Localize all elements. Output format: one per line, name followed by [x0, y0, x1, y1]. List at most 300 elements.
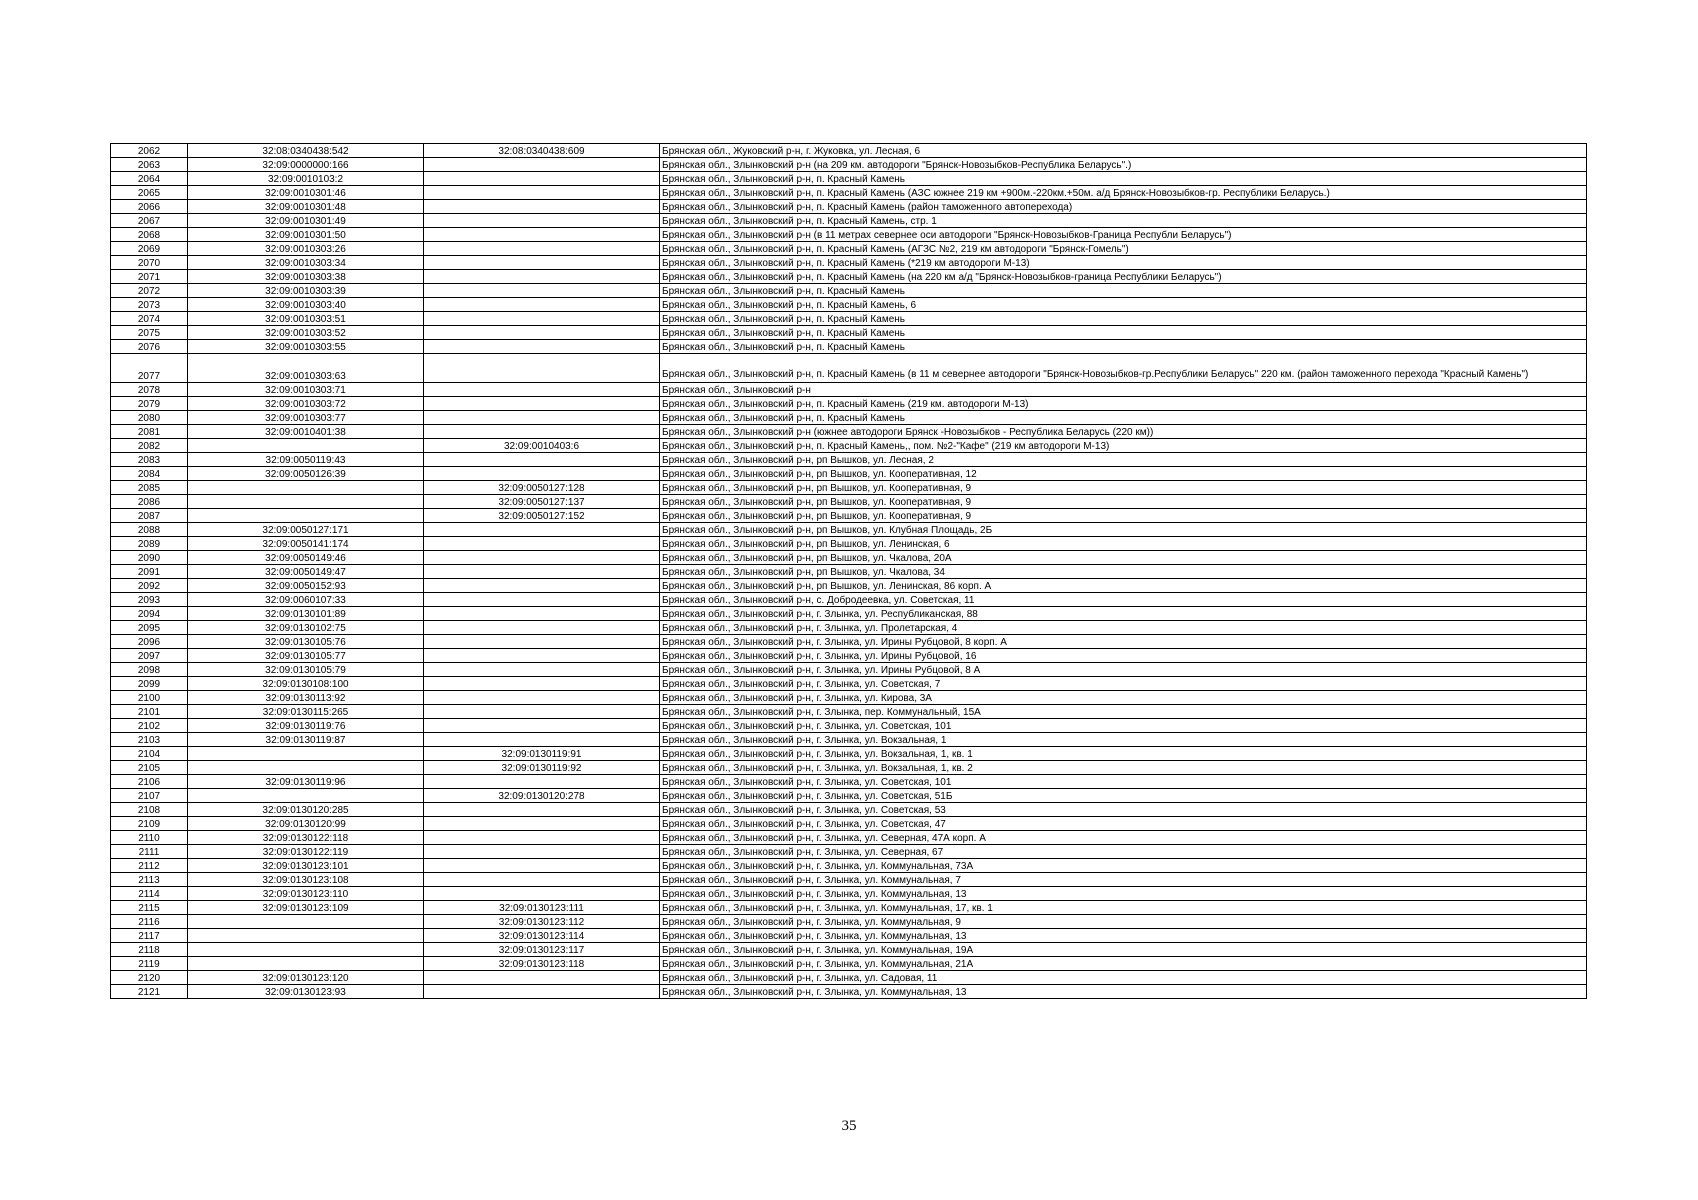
related-cadastral-number-cell — [424, 607, 660, 621]
cadastral-number-cell: 32:09:0050119:43 — [188, 453, 424, 467]
table-row — [111, 971, 1587, 985]
address-cell: Брянская обл., Злынковский р-н, г. Злынка, ул. Советская, 101 — [660, 775, 1587, 789]
address-cell: Брянская обл., Злынковский р-н, рп Вышков, ул. Ленинская, 86 корп. А — [660, 579, 1587, 593]
table-row — [111, 789, 1587, 803]
table-row — [111, 691, 1587, 705]
related-cadastral-number-cell — [424, 284, 660, 298]
row-number-cell: 2102 — [111, 719, 188, 733]
row-number-cell: 2086 — [111, 495, 188, 509]
table-row — [111, 439, 1587, 453]
table-row — [111, 298, 1587, 312]
row-number-cell: 2063 — [111, 158, 188, 172]
registry-table-body — [111, 144, 1587, 999]
related-cadastral-number-cell — [424, 859, 660, 873]
row-number-cell: 2096 — [111, 635, 188, 649]
related-cadastral-number-cell — [424, 537, 660, 551]
related-cadastral-number-cell — [424, 186, 660, 200]
related-cadastral-number-cell — [424, 775, 660, 789]
cadastral-number-cell — [188, 439, 424, 453]
cadastral-number-cell: 32:09:0010303:77 — [188, 411, 424, 425]
related-cadastral-number-cell: 32:09:0130123:117 — [424, 943, 660, 957]
cadastral-number-cell: 32:09:0130123:101 — [188, 859, 424, 873]
related-cadastral-number-cell: 32:08:0340438:609 — [424, 144, 660, 158]
related-cadastral-number-cell: 32:09:0130123:118 — [424, 957, 660, 971]
related-cadastral-number-cell — [424, 214, 660, 228]
address-cell: Брянская обл., Злынковский р-н, рп Вышков, ул. Чкалова, 34 — [660, 565, 1587, 579]
related-cadastral-number-cell — [424, 971, 660, 985]
address-cell: Брянская обл., Злынковский р-н, г. Злынка, ул. Республиканская, 88 — [660, 607, 1587, 621]
related-cadastral-number-cell — [424, 803, 660, 817]
row-number-cell: 2120 — [111, 971, 188, 985]
address-cell: Брянская обл., Злынковский р-н, г. Злынка, ул. Коммунальная, 13 — [660, 985, 1587, 999]
related-cadastral-number-cell — [424, 621, 660, 635]
cadastral-number-cell — [188, 915, 424, 929]
address-cell: Брянская обл., Злынковский р-н, г. Злынка, ул. Кирова, 3А — [660, 691, 1587, 705]
address-cell: Брянская обл., Злынковский р-н, г. Злынка, ул. Вокзальная, 1, кв. 1 — [660, 747, 1587, 761]
table-row — [111, 214, 1587, 228]
address-cell: Брянская обл., Злынковский р-н, г. Злынка, ул. Коммунальная, 19А — [660, 943, 1587, 957]
related-cadastral-number-cell — [424, 887, 660, 901]
table-row — [111, 663, 1587, 677]
cadastral-number-cell: 32:09:0010303:52 — [188, 326, 424, 340]
address-cell: Брянская обл., Злынковский р-н, г. Злынка, ул. Северная, 67 — [660, 845, 1587, 859]
cadastral-number-cell — [188, 761, 424, 775]
table-row — [111, 256, 1587, 270]
address-cell: Брянская обл., Злынковский р-н, г. Злынка, ул. Коммунальная, 13 — [660, 929, 1587, 943]
address-cell: Брянская обл., Злынковский р-н, с. Добродеевка, ул. Советская, 11 — [660, 593, 1587, 607]
cadastral-number-cell: 32:09:0010401:38 — [188, 425, 424, 439]
address-cell: Брянская обл., Злынковский р-н, п. Красный Камень (на 220 км а/д "Брянск-Новозыбков-граница Республики Беларусь") — [660, 270, 1587, 284]
related-cadastral-number-cell: 32:09:0050127:137 — [424, 495, 660, 509]
related-cadastral-number-cell — [424, 453, 660, 467]
table-row — [111, 537, 1587, 551]
table-row — [111, 985, 1587, 999]
related-cadastral-number-cell — [424, 649, 660, 663]
cadastral-number-cell: 32:09:0050127:171 — [188, 523, 424, 537]
table-row — [111, 326, 1587, 340]
row-number-cell: 2077 — [111, 354, 188, 383]
row-number-cell: 2113 — [111, 873, 188, 887]
row-number-cell: 2082 — [111, 439, 188, 453]
table-row — [111, 803, 1587, 817]
related-cadastral-number-cell: 32:09:0010403:6 — [424, 439, 660, 453]
related-cadastral-number-cell — [424, 985, 660, 999]
cadastral-number-cell: 32:09:0010303:51 — [188, 312, 424, 326]
address-cell: Брянская обл., Злынковский р-н, рп Вышков, ул. Ленинская, 6 — [660, 537, 1587, 551]
cadastral-number-cell: 32:09:0010303:40 — [188, 298, 424, 312]
address-cell: Брянская обл., Злынковский р-н, рп Вышков, ул. Кооперативная, 9 — [660, 509, 1587, 523]
related-cadastral-number-cell: 32:09:0130123:111 — [424, 901, 660, 915]
related-cadastral-number-cell — [424, 242, 660, 256]
table-row — [111, 411, 1587, 425]
row-number-cell: 2084 — [111, 467, 188, 481]
row-number-cell: 2097 — [111, 649, 188, 663]
address-cell: Брянская обл., Злынковский р-н, рп Вышков, ул. Кооперативная, 12 — [660, 467, 1587, 481]
row-number-cell: 2081 — [111, 425, 188, 439]
related-cadastral-number-cell — [424, 873, 660, 887]
address-cell: Брянская обл., Злынковский р-н, п. Красный Камень (АЗС южнее 219 км +900м.-220км.+50м. а/д Брянск-Новозыбков-гр. Республики Беларусь.) — [660, 186, 1587, 200]
cadastral-number-cell: 32:09:0010303:39 — [188, 284, 424, 298]
row-number-cell: 2112 — [111, 859, 188, 873]
related-cadastral-number-cell — [424, 172, 660, 186]
table-row — [111, 242, 1587, 256]
address-cell: Брянская обл., Злынковский р-н, п. Красный Камень (в 11 м севернее автодороги "Брянск-Новозыбков-гр.Республики Беларусь" 220 км. (район таможенного перехода "Красный Камень") — [660, 354, 1587, 383]
related-cadastral-number-cell: 32:09:0130123:112 — [424, 915, 660, 929]
cadastral-number-cell — [188, 481, 424, 495]
cadastral-number-cell: 32:09:0010301:48 — [188, 200, 424, 214]
related-cadastral-number-cell — [424, 228, 660, 242]
address-cell: Брянская обл., Злынковский р-н, п. Красный Камень,, пом. №2-"Кафе" (219 км автодороги М-13) — [660, 439, 1587, 453]
address-cell: Брянская обл., Злынковский р-н, г. Злынка, ул. Коммунальная, 21А — [660, 957, 1587, 971]
row-number-cell: 2065 — [111, 186, 188, 200]
table-row — [111, 761, 1587, 775]
table-row — [111, 901, 1587, 915]
related-cadastral-number-cell — [424, 326, 660, 340]
cadastral-number-cell: 32:09:0130105:76 — [188, 635, 424, 649]
related-cadastral-number-cell — [424, 719, 660, 733]
table-row — [111, 831, 1587, 845]
row-number-cell: 2085 — [111, 481, 188, 495]
cadastral-number-cell: 32:09:0050141:174 — [188, 537, 424, 551]
related-cadastral-number-cell — [424, 831, 660, 845]
table-row — [111, 817, 1587, 831]
table-row — [111, 200, 1587, 214]
address-cell: Брянская обл., Злынковский р-н, г. Злынка, ул. Вокзальная, 1, кв. 2 — [660, 761, 1587, 775]
table-row — [111, 593, 1587, 607]
table-row — [111, 144, 1587, 158]
related-cadastral-number-cell — [424, 397, 660, 411]
address-cell: Брянская обл., Злынковский р-н, п. Красный Камень — [660, 411, 1587, 425]
row-number-cell: 2116 — [111, 915, 188, 929]
cadastral-number-cell: 32:09:0130108:100 — [188, 677, 424, 691]
cadastral-number-cell: 32:09:0130123:109 — [188, 901, 424, 915]
cadastral-number-cell: 32:09:0130122:119 — [188, 845, 424, 859]
cadastral-number-cell: 32:09:0010301:49 — [188, 214, 424, 228]
related-cadastral-number-cell — [424, 733, 660, 747]
row-number-cell: 2074 — [111, 312, 188, 326]
cadastral-number-cell: 32:09:0130120:285 — [188, 803, 424, 817]
related-cadastral-number-cell — [424, 200, 660, 214]
address-cell: Брянская обл., Злынковский р-н, п. Красный Камень, стр. 1 — [660, 214, 1587, 228]
table-row — [111, 649, 1587, 663]
row-number-cell: 2089 — [111, 537, 188, 551]
address-cell: Брянская обл., Злынковский р-н, п. Красный Камень (район таможенного автоперехода) — [660, 200, 1587, 214]
table-row — [111, 453, 1587, 467]
table-row — [111, 425, 1587, 439]
table-row — [111, 340, 1587, 354]
table-row — [111, 607, 1587, 621]
cadastral-number-cell: 32:09:0050126:39 — [188, 467, 424, 481]
cadastral-number-cell — [188, 495, 424, 509]
row-number-cell: 2090 — [111, 551, 188, 565]
related-cadastral-number-cell — [424, 845, 660, 859]
table-row — [111, 929, 1587, 943]
row-number-cell: 2075 — [111, 326, 188, 340]
row-number-cell: 2079 — [111, 397, 188, 411]
cadastral-number-cell: 32:09:0130119:96 — [188, 775, 424, 789]
row-number-cell: 2083 — [111, 453, 188, 467]
row-number-cell: 2109 — [111, 817, 188, 831]
row-number-cell: 2094 — [111, 607, 188, 621]
cadastral-number-cell: 32:09:0130120:99 — [188, 817, 424, 831]
row-number-cell: 2068 — [111, 228, 188, 242]
related-cadastral-number-cell — [424, 425, 660, 439]
row-number-cell: 2067 — [111, 214, 188, 228]
related-cadastral-number-cell: 32:09:0050127:152 — [424, 509, 660, 523]
address-cell: Брянская обл., Злынковский р-н, п. Красный Камень — [660, 326, 1587, 340]
table-row — [111, 284, 1587, 298]
table-row — [111, 186, 1587, 200]
related-cadastral-number-cell — [424, 467, 660, 481]
row-number-cell: 2064 — [111, 172, 188, 186]
address-cell: Брянская обл., Злынковский р-н, п. Красный Камень (*219 км автодороги М-13) — [660, 256, 1587, 270]
row-number-cell: 2114 — [111, 887, 188, 901]
address-cell: Брянская обл., Злынковский р-н, рп Вышков, ул. Кооперативная, 9 — [660, 481, 1587, 495]
table-row — [111, 957, 1587, 971]
table-row — [111, 383, 1587, 397]
table-row — [111, 158, 1587, 172]
row-number-cell: 2091 — [111, 565, 188, 579]
address-cell: Брянская обл., Злынковский р-н, п. Красный Камень — [660, 312, 1587, 326]
table-row — [111, 551, 1587, 565]
table-row — [111, 509, 1587, 523]
address-cell: Брянская обл., Злынковский р-н (в 11 метрах севернее оси автодороги "Брянск-Новозыбков-Граница Республи Беларусь") — [660, 228, 1587, 242]
cadastral-number-cell: 32:09:0050152:93 — [188, 579, 424, 593]
related-cadastral-number-cell: 32:09:0050127:128 — [424, 481, 660, 495]
table-row — [111, 172, 1587, 186]
row-number-cell: 2071 — [111, 270, 188, 284]
table-row — [111, 523, 1587, 537]
row-number-cell: 2073 — [111, 298, 188, 312]
address-cell: Брянская обл., Злынковский р-н, г. Злынка, ул. Пролетарская, 4 — [660, 621, 1587, 635]
related-cadastral-number-cell — [424, 270, 660, 284]
table-row — [111, 579, 1587, 593]
row-number-cell: 2070 — [111, 256, 188, 270]
row-number-cell: 2106 — [111, 775, 188, 789]
address-cell: Брянская обл., Злынковский р-н, п. Красный Камень (219 км. автодороги М-13) — [660, 397, 1587, 411]
cadastral-number-cell: 32:09:0130123:120 — [188, 971, 424, 985]
table-row — [111, 354, 1587, 383]
table-row — [111, 845, 1587, 859]
row-number-cell: 2100 — [111, 691, 188, 705]
row-number-cell: 2103 — [111, 733, 188, 747]
address-cell: Брянская обл., Злынковский р-н, г. Злынка, ул. Советская, 47 — [660, 817, 1587, 831]
cadastral-number-cell: 32:09:0010301:46 — [188, 186, 424, 200]
row-number-cell: 2095 — [111, 621, 188, 635]
cadastral-number-cell — [188, 747, 424, 761]
table-row — [111, 635, 1587, 649]
related-cadastral-number-cell — [424, 298, 660, 312]
table-row — [111, 887, 1587, 901]
related-cadastral-number-cell — [424, 579, 660, 593]
table-row — [111, 677, 1587, 691]
address-cell: Брянская обл., Злынковский р-н, г. Злынка, ул. Советская, 53 — [660, 803, 1587, 817]
cadastral-number-cell: 32:09:0130105:77 — [188, 649, 424, 663]
related-cadastral-number-cell — [424, 593, 660, 607]
related-cadastral-number-cell: 32:09:0130119:91 — [424, 747, 660, 761]
address-cell: Брянская обл., Злынковский р-н, рп Вышков, ул. Чкалова, 20А — [660, 551, 1587, 565]
row-number-cell: 2072 — [111, 284, 188, 298]
address-cell: Брянская обл., Злынковский р-н, г. Злынка, ул. Садовая, 11 — [660, 971, 1587, 985]
table-row — [111, 775, 1587, 789]
table-row — [111, 705, 1587, 719]
cadastral-number-cell: 32:09:0130101:89 — [188, 607, 424, 621]
row-number-cell: 2087 — [111, 509, 188, 523]
row-number-cell: 2076 — [111, 340, 188, 354]
table-row — [111, 943, 1587, 957]
address-cell: Брянская обл., Злынковский р-н, п. Красный Камень — [660, 340, 1587, 354]
cadastral-number-cell — [188, 929, 424, 943]
address-cell: Брянская обл., Злынковский р-н, рп Вышков, ул. Лесная, 2 — [660, 453, 1587, 467]
cadastral-number-cell — [188, 509, 424, 523]
address-cell: Брянская обл., Жуковский р-н, г. Жуковка, ул. Лесная, 6 — [660, 144, 1587, 158]
cadastral-number-cell — [188, 957, 424, 971]
related-cadastral-number-cell — [424, 383, 660, 397]
related-cadastral-number-cell — [424, 635, 660, 649]
table-row — [111, 719, 1587, 733]
related-cadastral-number-cell — [424, 677, 660, 691]
address-cell: Брянская обл., Злынковский р-н, рп Вышков, ул. Клубная Площадь, 2Б — [660, 523, 1587, 537]
table-row — [111, 312, 1587, 326]
row-number-cell: 2107 — [111, 789, 188, 803]
cadastral-number-cell: 32:09:0010303:26 — [188, 242, 424, 256]
address-cell: Брянская обл., Злынковский р-н (на 209 км. автодороги "Брянск-Новозыбков-Республика Беларусь".) — [660, 158, 1587, 172]
cadastral-number-cell: 32:09:0010303:34 — [188, 256, 424, 270]
row-number-cell: 2104 — [111, 747, 188, 761]
table-row — [111, 228, 1587, 242]
cadastral-number-cell: 32:09:0130119:87 — [188, 733, 424, 747]
address-cell: Брянская обл., Злынковский р-н, г. Злынка, ул. Советская, 7 — [660, 677, 1587, 691]
cadastral-number-cell: 32:09:0050149:46 — [188, 551, 424, 565]
related-cadastral-number-cell — [424, 411, 660, 425]
address-cell: Брянская обл., Злынковский р-н, г. Злынка, ул. Северная, 47А корп. А — [660, 831, 1587, 845]
address-cell: Брянская обл., Злынковский р-н (южнее автодороги Брянск -Новозыбков - Республика Беларусь (220 км)) — [660, 425, 1587, 439]
address-cell: Брянская обл., Злынковский р-н, г. Злынка, ул. Советская, 51Б — [660, 789, 1587, 803]
table-row — [111, 397, 1587, 411]
table-row — [111, 733, 1587, 747]
address-cell: Брянская обл., Злынковский р-н — [660, 383, 1587, 397]
cadastral-number-cell: 32:09:0010303:72 — [188, 397, 424, 411]
cadastral-number-cell: 32:09:0130113:92 — [188, 691, 424, 705]
row-number-cell: 2088 — [111, 523, 188, 537]
cadastral-number-cell: 32:09:0050149:47 — [188, 565, 424, 579]
address-cell: Брянская обл., Злынковский р-н, г. Злынка, ул. Коммунальная, 7 — [660, 873, 1587, 887]
cadastral-number-cell: 32:09:0010301:50 — [188, 228, 424, 242]
related-cadastral-number-cell: 32:09:0130123:114 — [424, 929, 660, 943]
row-number-cell: 2092 — [111, 579, 188, 593]
registry-table — [110, 143, 1587, 999]
related-cadastral-number-cell — [424, 705, 660, 719]
related-cadastral-number-cell — [424, 565, 660, 579]
cadastral-number-cell — [188, 789, 424, 803]
address-cell: Брянская обл., Злынковский р-н, г. Злынка, пер. Коммунальный, 15А — [660, 705, 1587, 719]
cadastral-number-cell: 32:09:0130119:76 — [188, 719, 424, 733]
row-number-cell: 2099 — [111, 677, 188, 691]
cadastral-number-cell: 32:09:0130102:75 — [188, 621, 424, 635]
row-number-cell: 2066 — [111, 200, 188, 214]
address-cell: Брянская обл., Злынковский р-н, г. Злынка, ул. Ирины Рубцовой, 16 — [660, 649, 1587, 663]
related-cadastral-number-cell: 32:09:0130120:278 — [424, 789, 660, 803]
address-cell: Брянская обл., Злынковский р-н, г. Злынка, ул. Коммунальная, 17, кв. 1 — [660, 901, 1587, 915]
address-cell: Брянская обл., Злынковский р-н, п. Красный Камень — [660, 172, 1587, 186]
related-cadastral-number-cell — [424, 340, 660, 354]
address-cell: Брянская обл., Злынковский р-н, п. Красный Камень, 6 — [660, 298, 1587, 312]
cadastral-number-cell: 32:08:0340438:542 — [188, 144, 424, 158]
address-cell: Брянская обл., Злынковский р-н, г. Злынка, ул. Ирины Рубцовой, 8 корп. А — [660, 635, 1587, 649]
cadastral-number-cell: 32:09:0130123:93 — [188, 985, 424, 999]
cadastral-number-cell: 32:09:0130105:79 — [188, 663, 424, 677]
row-number-cell: 2119 — [111, 957, 188, 971]
related-cadastral-number-cell: 32:09:0130119:92 — [424, 761, 660, 775]
cadastral-number-cell: 32:09:0130123:108 — [188, 873, 424, 887]
related-cadastral-number-cell — [424, 256, 660, 270]
cadastral-number-cell: 32:09:0130115:265 — [188, 705, 424, 719]
cadastral-number-cell: 32:09:0130123:110 — [188, 887, 424, 901]
row-number-cell: 2121 — [111, 985, 188, 999]
address-cell: Брянская обл., Злынковский р-н, п. Красный Камень (АГЗС №2, 219 км автодороги "Брянск-Гомель") — [660, 242, 1587, 256]
row-number-cell: 2110 — [111, 831, 188, 845]
cadastral-number-cell: 32:09:0010303:55 — [188, 340, 424, 354]
row-number-cell: 2069 — [111, 242, 188, 256]
related-cadastral-number-cell — [424, 691, 660, 705]
address-cell: Брянская обл., Злынковский р-н, г. Злынка, ул. Ирины Рубцовой, 8 А — [660, 663, 1587, 677]
row-number-cell: 2108 — [111, 803, 188, 817]
cadastral-number-cell — [188, 943, 424, 957]
table-row — [111, 859, 1587, 873]
related-cadastral-number-cell — [424, 817, 660, 831]
address-cell: Брянская обл., Злынковский р-н, г. Злынка, ул. Вокзальная, 1 — [660, 733, 1587, 747]
cadastral-number-cell: 32:09:0000000:166 — [188, 158, 424, 172]
cadastral-number-cell: 32:09:0010103:2 — [188, 172, 424, 186]
table-row — [111, 495, 1587, 509]
address-cell: Брянская обл., Злынковский р-н, г. Злынка, ул. Советская, 101 — [660, 719, 1587, 733]
page-number: 35 — [841, 1118, 857, 1134]
table-row — [111, 270, 1587, 284]
related-cadastral-number-cell — [424, 523, 660, 537]
table-row — [111, 565, 1587, 579]
cadastral-number-cell: 32:09:0130122:118 — [188, 831, 424, 845]
related-cadastral-number-cell — [424, 551, 660, 565]
row-number-cell: 2117 — [111, 929, 188, 943]
address-cell: Брянская обл., Злынковский р-н, п. Красный Камень — [660, 284, 1587, 298]
table-row — [111, 915, 1587, 929]
related-cadastral-number-cell — [424, 354, 660, 383]
row-number-cell: 2105 — [111, 761, 188, 775]
row-number-cell: 2111 — [111, 845, 188, 859]
table-row — [111, 747, 1587, 761]
table-row — [111, 621, 1587, 635]
row-number-cell: 2115 — [111, 901, 188, 915]
address-cell: Брянская обл., Злынковский р-н, рп Вышков, ул. Кооперативная, 9 — [660, 495, 1587, 509]
cadastral-number-cell: 32:09:0010303:71 — [188, 383, 424, 397]
cadastral-number-cell: 32:09:0010303:63 — [188, 354, 424, 383]
address-cell: Брянская обл., Злынковский р-н, г. Злынка, ул. Коммунальная, 73А — [660, 859, 1587, 873]
table-row — [111, 481, 1587, 495]
table-row — [111, 873, 1587, 887]
row-number-cell: 2078 — [111, 383, 188, 397]
row-number-cell: 2062 — [111, 144, 188, 158]
related-cadastral-number-cell — [424, 158, 660, 172]
row-number-cell: 2093 — [111, 593, 188, 607]
row-number-cell: 2098 — [111, 663, 188, 677]
cadastral-number-cell: 32:09:0060107:33 — [188, 593, 424, 607]
cadastral-number-cell: 32:09:0010303:38 — [188, 270, 424, 284]
address-cell: Брянская обл., Злынковский р-н, г. Злынка, ул. Коммунальная, 13 — [660, 887, 1587, 901]
related-cadastral-number-cell — [424, 663, 660, 677]
related-cadastral-number-cell — [424, 312, 660, 326]
row-number-cell: 2101 — [111, 705, 188, 719]
address-cell: Брянская обл., Злынковский р-н, г. Злынка, ул. Коммунальная, 9 — [660, 915, 1587, 929]
